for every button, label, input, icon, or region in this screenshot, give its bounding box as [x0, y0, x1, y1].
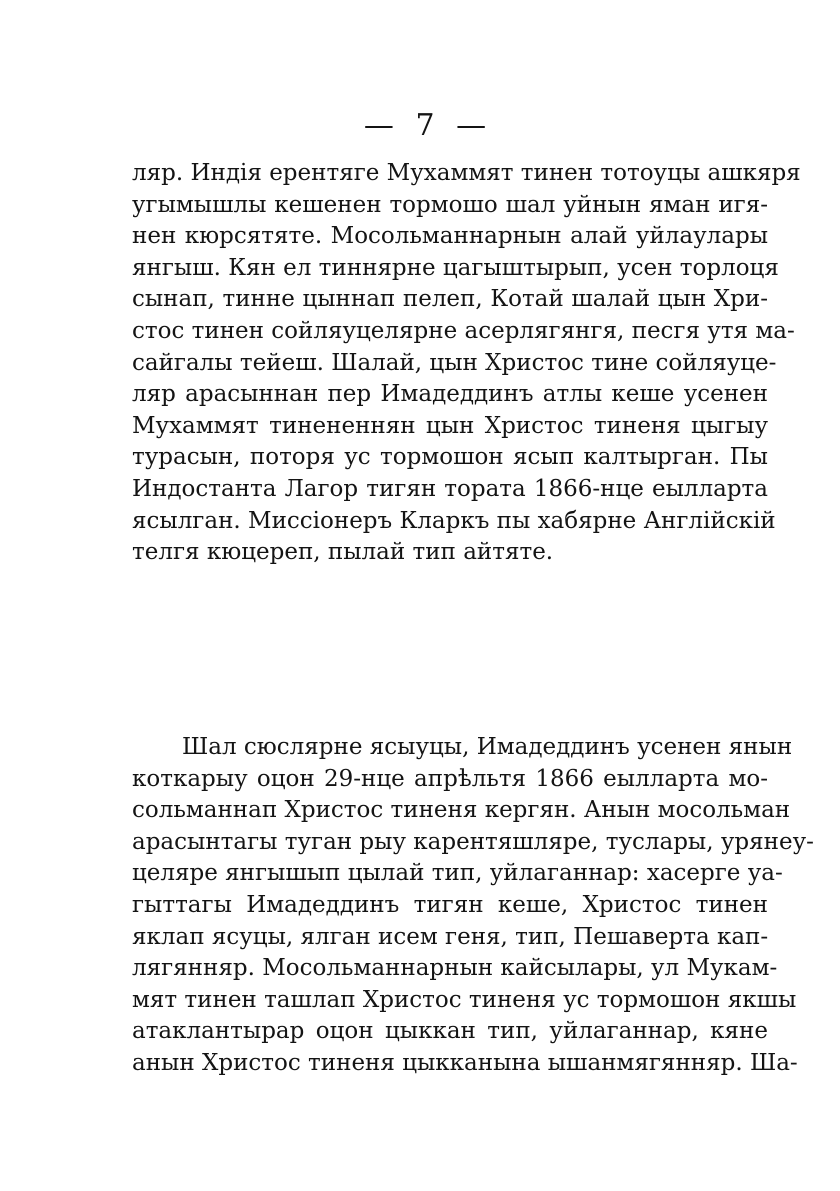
text-line: арасынтагы туган рыу карентяшляре, туслары, урянеу- [132, 828, 814, 855]
text-line: сайгалы тейеш. Шалай, цын Христос тине сойляуце- [132, 349, 777, 376]
text-line: мят тинен ташлап Христос тиненя ус тормошон якшы [132, 986, 797, 1013]
text-line: телгя кюцереп, пылай тип айтяте. [132, 539, 554, 566]
text-line: сынап, тинне цыннап пелеп, Котай шалай цын Хри- [132, 286, 768, 313]
text-line: гыттагы Имадеддинъ тигян кеше, Христос тинен [132, 891, 768, 918]
text-line: яклап ясуцы, ялган исем геня, тип, Пешаверта кап- [132, 923, 769, 950]
text-line: Шал сюслярне ясыуцы, Имадеддинъ усенен янын [182, 734, 793, 760]
text-line: целяре янгышып цылай тип, уйлаганнар: хасерге уа- [132, 860, 783, 887]
text-line: лягянняр. Мосольманнарнын кайсылары, ул Мукам- [132, 955, 778, 982]
text-line: стос тинен сойляуцелярне асерлягянгя, песгя утя ма- [132, 317, 795, 344]
paragraph-2 [132, 732, 814, 1080]
text-line: нен кюрсятяте. Мосольманнарнын алай уйлаулары [132, 223, 768, 250]
text-line: коткарыу оцон 29-нце апрѣльтя 1866 еылларта мо- [132, 765, 768, 792]
text-line: анын Христос тиненя цыкканына ышанмягянняр. Ша- [132, 1049, 798, 1076]
text-line: ляр арасыннан пер Имадеддинъ атлы кеше усенен [132, 381, 768, 408]
text-line: сольманнап Христос тиненя кергян. Анын мосольман [132, 797, 791, 824]
text-line: янгыш. Кян ел тиннярне цагыштырып, усен торлоця [132, 254, 779, 281]
text-line: ясылган. Миссіонеръ Кларкъ пы хабярне Англійскій [132, 507, 776, 534]
text-line: атаклантырар оцон цыккан тип, уйлаганнар, кяне [132, 1018, 768, 1045]
text-line: турасын, поторя ус тормошон ясып калтырган. Пы [132, 444, 768, 471]
page-number: — 7 — [363, 108, 493, 143]
text-line: угымышлы кешенен тормошо шал уйнын яман игя- [132, 191, 768, 218]
text-line: ляр. Индія ерентяге Мухаммят тинен тотоуцы ашкяря [132, 160, 801, 186]
text-line: Мухаммят тинененнян цын Христос тиненя цыгыу [132, 412, 768, 439]
text-line: Индостанта Лагор тигян тората 1866-нце еылларта [132, 475, 768, 502]
paragraph-1 [132, 158, 801, 569]
